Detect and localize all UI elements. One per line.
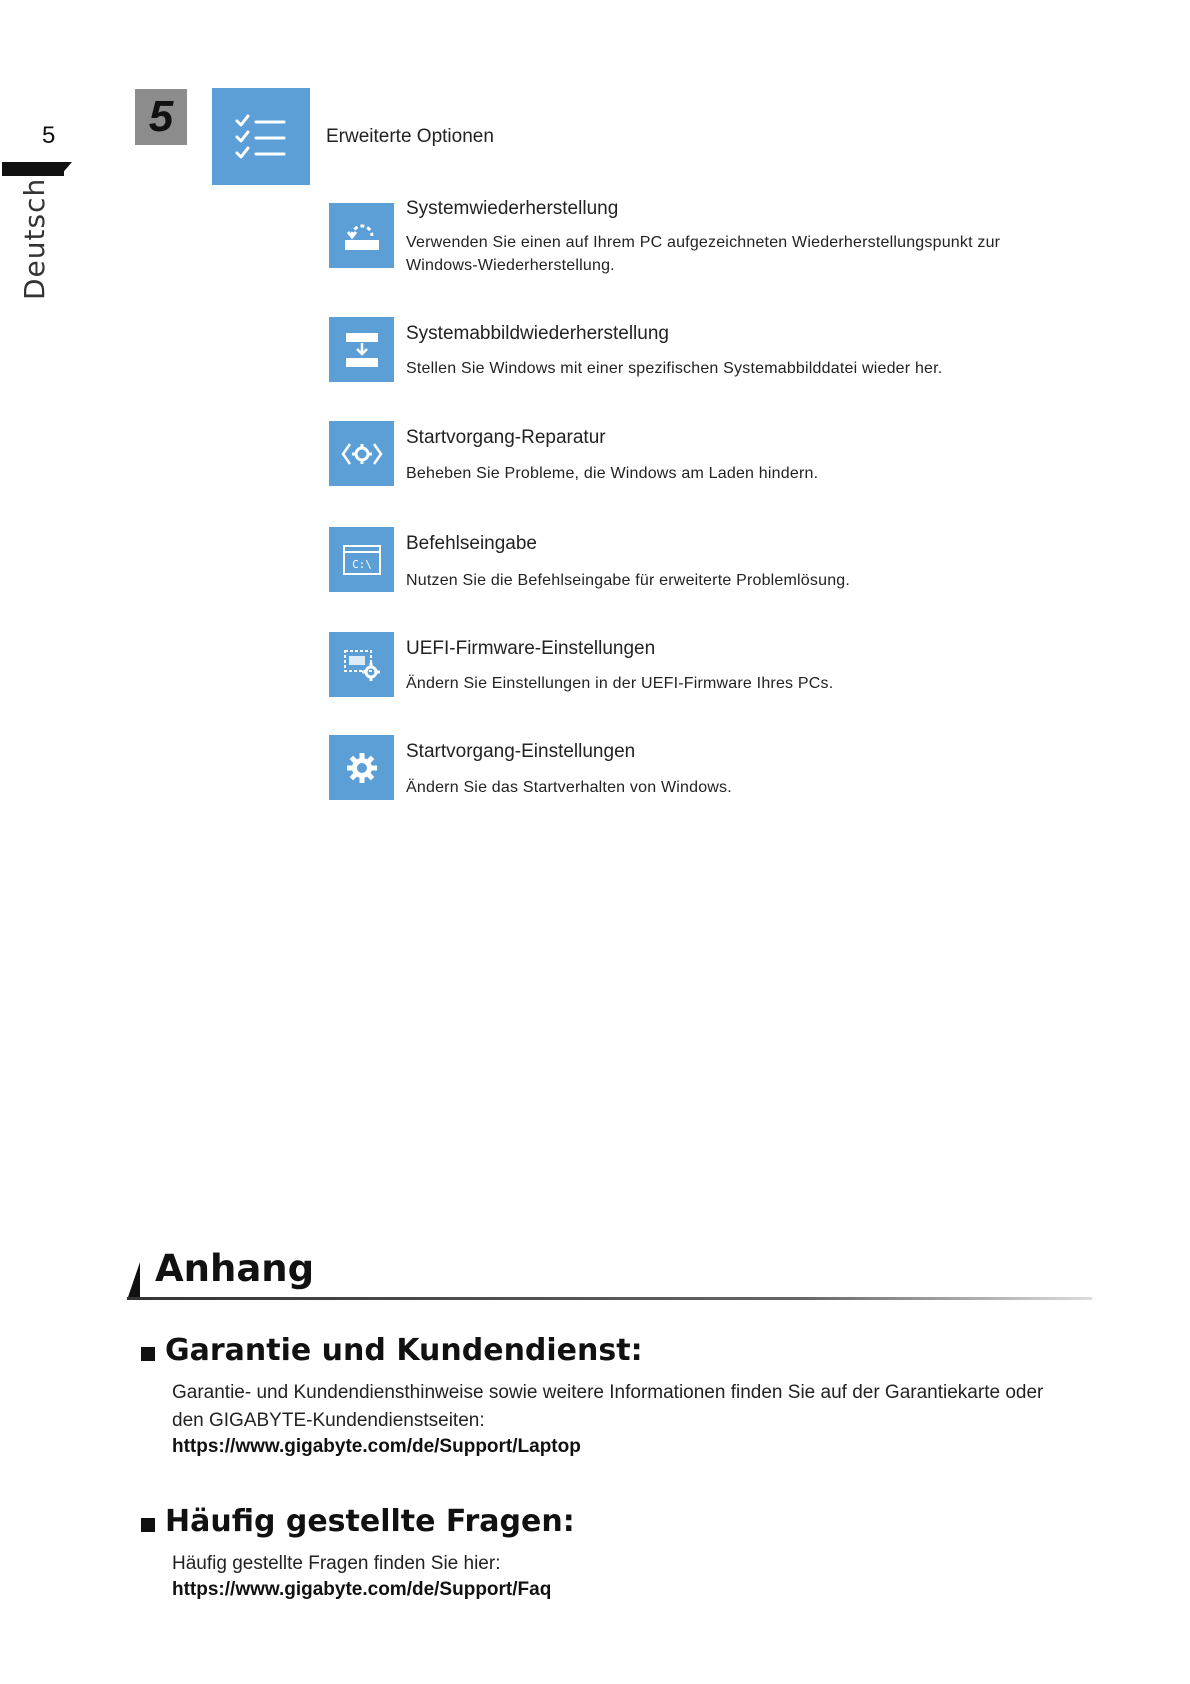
section-bullet [141, 1347, 155, 1361]
option-description: Stellen Sie Windows mit einer spezifischen Systemabbilddatei wieder her. [406, 360, 943, 377]
option-title: Befehlseingabe [406, 533, 537, 554]
option-title: Startvorgang-Einstellungen [406, 741, 636, 762]
warranty-section-title: Garantie und Kundendienst: [165, 1333, 643, 1368]
faq-section-text: Häufig gestellte Fragen finden Sie hier: [172, 1553, 501, 1574]
startup-settings-tile [329, 735, 394, 800]
startup-repair-icon [341, 440, 383, 468]
appendix-divider [127, 1297, 1092, 1300]
checklist-icon [234, 114, 288, 160]
option-title: Startvorgang-Reparatur [406, 427, 606, 448]
gear-icon [345, 751, 379, 785]
page-number: 5 [42, 122, 56, 149]
uefi-firmware-tile [329, 632, 394, 697]
option-description: Ändern Sie Einstellungen in der UEFI-Firmware Ihres PCs. [406, 675, 834, 692]
advanced-options-tile [212, 88, 310, 185]
system-image-recovery-icon [342, 331, 382, 369]
system-restore-tile [329, 203, 394, 268]
uefi-firmware-icon [342, 647, 382, 683]
faq-section-title: Häufig gestellte Fragen: [165, 1504, 575, 1539]
language-tab-notch [60, 162, 72, 176]
language-tab-label: Deutsch [18, 177, 51, 300]
command-prompt-glyph: C:\ [351, 557, 372, 571]
startup-repair-tile [329, 421, 394, 486]
option-title: UEFI-Firmware-Einstellungen [406, 638, 656, 659]
option-title: Systemwiederherstellung [406, 198, 619, 219]
faq-support-link[interactable]: https://www.gigabyte.com/de/Support/Faq [172, 1579, 552, 1600]
system-restore-icon [342, 218, 382, 254]
option-description: Nutzen Sie die Befehlseingabe für erweiterte Problemlösung. [406, 572, 851, 589]
option-title: Systemabbildwiederherstellung [406, 323, 669, 344]
command-prompt-icon [342, 544, 382, 576]
language-tab-bar [2, 162, 64, 176]
option-description: Beheben Sie Probleme, die Windows am Laden hindern. [406, 465, 819, 482]
option-description: Verwenden Sie einen auf Ihrem PC aufgezeichneten Wiederherstellungspunkt zur Windows-Wiederherstellung. [406, 234, 1001, 274]
appendix-title-marker [127, 1262, 140, 1300]
command-prompt-tile [329, 527, 394, 592]
system-image-recovery-tile [329, 317, 394, 382]
section-bullet [141, 1518, 155, 1532]
warranty-section-text: Garantie- und Kundendiensthinweise sowie weitere Informationen finden Sie auf der Garantiekarte oder den GIGABYTE-Kundendienstseiten: [172, 1382, 1044, 1431]
step-number-badge: 5 [135, 89, 187, 145]
appendix-title: Anhang [155, 1247, 315, 1290]
option-description: Ändern Sie das Startverhalten von Windows. [406, 779, 732, 796]
warranty-support-link[interactable]: https://www.gigabyte.com/de/Support/Laptop [172, 1436, 581, 1457]
advanced-options-heading: Erweiterte Optionen [326, 126, 494, 147]
